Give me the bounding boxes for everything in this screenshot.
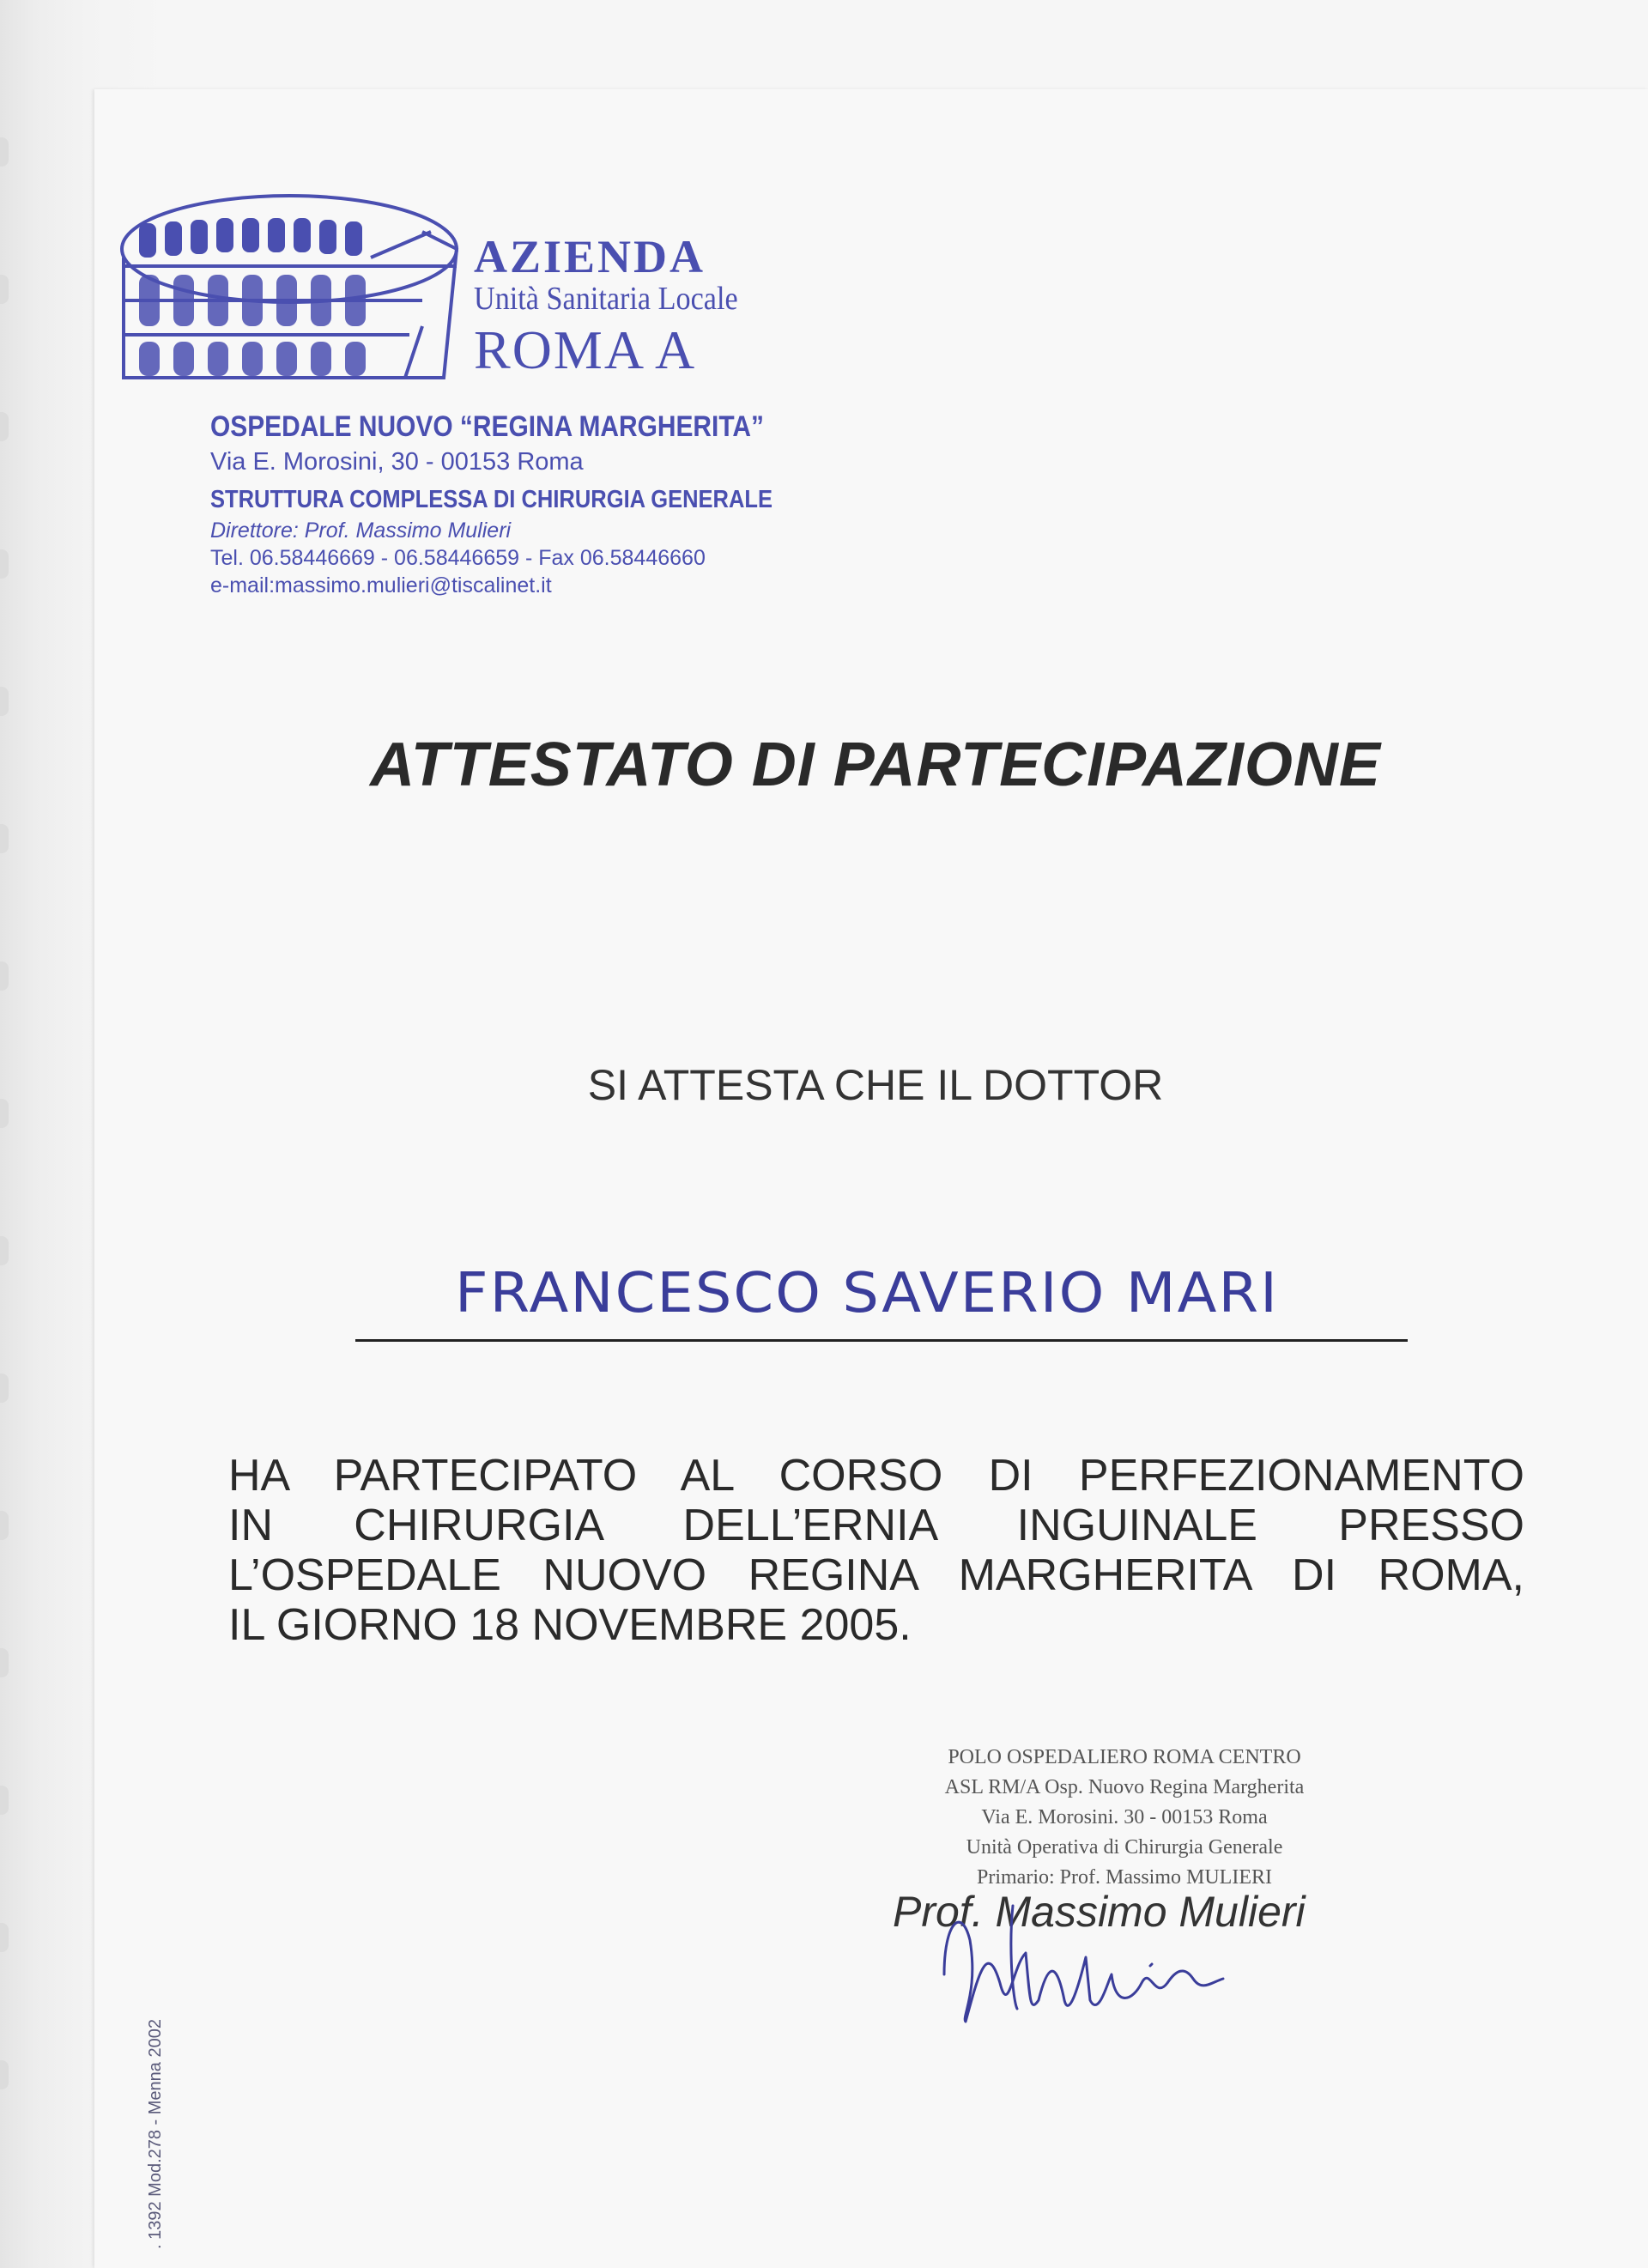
azienda-title: AZIENDA [474,231,706,282]
sleeve-hole [0,137,9,167]
sleeve-hole [0,687,9,716]
hospital-director: Direttore: Prof. Massimo Mulieri [210,518,512,543]
sleeve-hole [0,1786,9,1815]
sleeve-hole [0,1648,9,1677]
recipient-name: FRANCESCO SAVERIO MARI [455,1262,1279,1325]
sleeve-hole [0,1099,9,1128]
sleeve-hole [0,2060,9,2089]
recipient-name-handwritten [446,1236,1288,1339]
sleeve-hole [0,275,9,304]
body-line: IL GIORNO 18 NOVEMBRE 2005. [228,1600,912,1650]
hospital-name: OSPEDALE NUOVO “REGINA MARGHERITA” [210,410,764,443]
body-line: L’OSPEDALE NUOVO REGINA MARGHERITA DI ROMA, [228,1550,1524,1600]
certificate-title: ATTESTATO DI PARTECIPAZIONE [370,731,1381,799]
hospital-phone: Tel. 06.58446669 - 06.58446659 - Fax 06.58446660 [210,546,706,570]
hospital-address: Via E. Morosini, 30 - 00153 Roma [210,448,584,476]
sleeve-hole [0,1923,9,1952]
signatory-name: Prof. Massimo Mulieri [893,1888,1306,1936]
body-line: IN CHIRURGIA DELL’ERNIA INGUINALE PRESSO [228,1501,1524,1550]
sleeve-hole [0,1511,9,1540]
certificate-body [228,1451,1524,1650]
form-code: . 1392 Mod.278 - Menna 2002 [146,2019,165,2249]
sleeve-hole [0,824,9,853]
sleeve-hole [0,961,9,991]
sleeve-hole [0,1236,9,1265]
body-line: HA PARTECIPATO AL CORSO DI PERFEZIONAMENTO [228,1451,1524,1501]
colosseum-logo-icon [113,129,474,386]
hospital-department: STRUTTURA COMPLESSA DI CHIRURGIA GENERALE [210,486,773,513]
sleeve-hole [0,1374,9,1403]
sleeve-hole [0,412,9,441]
stamp-line: POLO OSPEDALIERO ROMA CENTRO [948,1746,1301,1768]
stamp-line: Primario: Prof. Massimo MULIERI [977,1866,1272,1889]
stamp-line: ASL RM/A Osp. Nuovo Regina Margherita [944,1776,1305,1798]
sleeve-hole [0,549,9,579]
sleeve-holes [0,137,12,2198]
azienda-roma: ROMA A [474,319,697,380]
certificate-intro: SI ATTESTA CHE IL DOTTOR [587,1061,1164,1109]
stamp-line: Unità Operativa di Chirurgia Generale [966,1836,1283,1859]
hospital-stamp [884,1743,1365,1893]
hospital-email: e-mail:massimo.mulieri@tiscalinet.it [210,573,552,597]
recipient-name-underline [355,1339,1408,1342]
azienda-subtitle: Unità Sanitaria Locale [474,281,738,317]
stamp-line: Via E. Morosini. 30 - 00153 Roma [981,1806,1268,1828]
handwritten-signature [927,1871,1288,2035]
